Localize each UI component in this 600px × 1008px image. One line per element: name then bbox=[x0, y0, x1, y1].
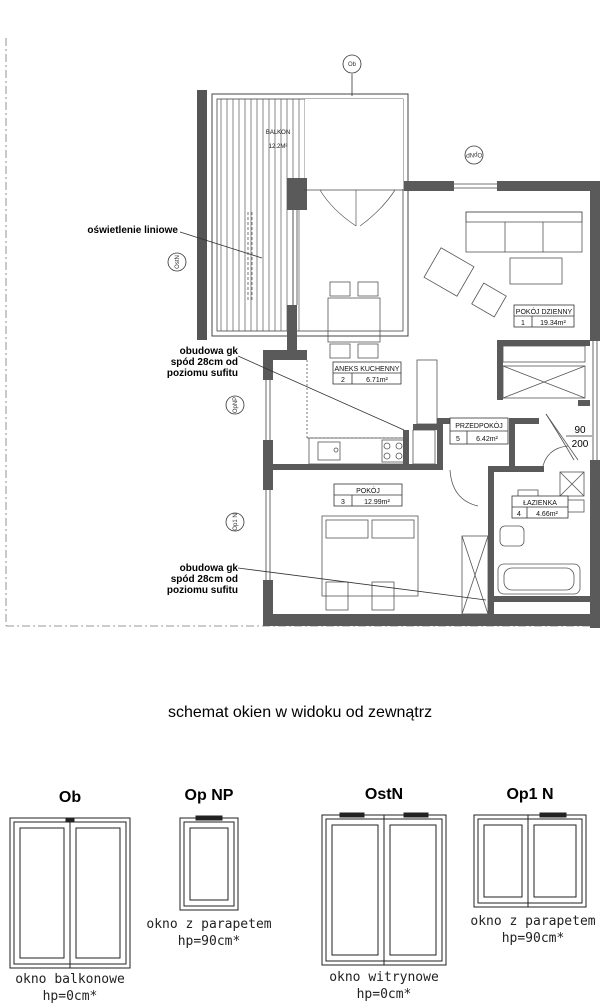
room-2-name: ANEKS KUCHENNY bbox=[334, 366, 400, 373]
walls bbox=[263, 178, 600, 628]
room-1-area: 19.34m² bbox=[540, 320, 566, 327]
window-ostn-title: OstN bbox=[364, 786, 404, 803]
room-2-area: 6.71m² bbox=[366, 377, 388, 384]
room-5-name: PRZEDPOKÓJ bbox=[455, 423, 503, 430]
window-ob bbox=[10, 818, 130, 968]
room-1-name: POKÓJ DZIENNY bbox=[515, 309, 573, 316]
tag-op1n-text: Op1 N bbox=[233, 513, 239, 531]
room-4-num: 4 bbox=[517, 511, 521, 518]
door-height: 200 bbox=[571, 439, 589, 450]
plan-boundary bbox=[6, 38, 600, 626]
door-width: 90 bbox=[574, 425, 586, 436]
window-opnp-title: Op NP bbox=[184, 787, 234, 804]
room-4-area: 4.66m² bbox=[536, 511, 558, 518]
window-ob-title: Ob bbox=[58, 789, 82, 806]
schema-title: schemat okien w widoku od zewnątrz bbox=[167, 704, 433, 721]
room-2-num: 2 bbox=[341, 377, 345, 384]
window-op1n bbox=[474, 813, 586, 907]
balcony-door bbox=[320, 190, 395, 226]
windows-in-walls bbox=[266, 184, 597, 580]
room-3-name: POKÓJ bbox=[356, 488, 380, 495]
window-ostn-caption: okno witrynowe hp=0cm* bbox=[329, 970, 439, 1002]
window-opnp-caption: okno z parapetem hp=90cm* bbox=[146, 917, 272, 949]
tag-opnp-left-text: OpNP bbox=[233, 396, 239, 414]
window-opnp bbox=[180, 816, 238, 910]
room-3-area: 12.99m² bbox=[364, 499, 390, 506]
furniture bbox=[248, 212, 585, 614]
tag-ostn-text: OstN bbox=[175, 255, 181, 269]
window-ob-caption: okno balkonowe hp=0cm* bbox=[15, 972, 125, 1004]
door-dimension bbox=[566, 425, 592, 450]
note-lighting: oświetlenie liniowe bbox=[87, 225, 178, 236]
note-casing-2: obudowa gk spód 28cm od poziomu sufitu bbox=[166, 563, 238, 596]
room-1-num: 1 bbox=[521, 320, 525, 327]
room-3-num: 3 bbox=[341, 499, 345, 506]
room-5-area: 6.42m² bbox=[476, 436, 498, 443]
tag-ob-text: Ob bbox=[347, 62, 357, 68]
tag-opnp-top-text: OpNP bbox=[465, 151, 483, 157]
balcony bbox=[197, 90, 408, 340]
window-ostn bbox=[322, 813, 446, 965]
balcony-area: 12.2M² bbox=[268, 144, 288, 150]
window-op1n-caption: okno z parapetem hp=90cm* bbox=[470, 914, 596, 946]
balcony-name: BALKON bbox=[265, 130, 291, 136]
window-op1n-title: Op1 N bbox=[506, 786, 554, 803]
room-5-num: 5 bbox=[456, 436, 460, 443]
room-4-name: ŁAZIENKA bbox=[523, 500, 557, 507]
note-casing-1: obudowa gk spód 28cm od poziomu sufitu bbox=[166, 346, 238, 379]
